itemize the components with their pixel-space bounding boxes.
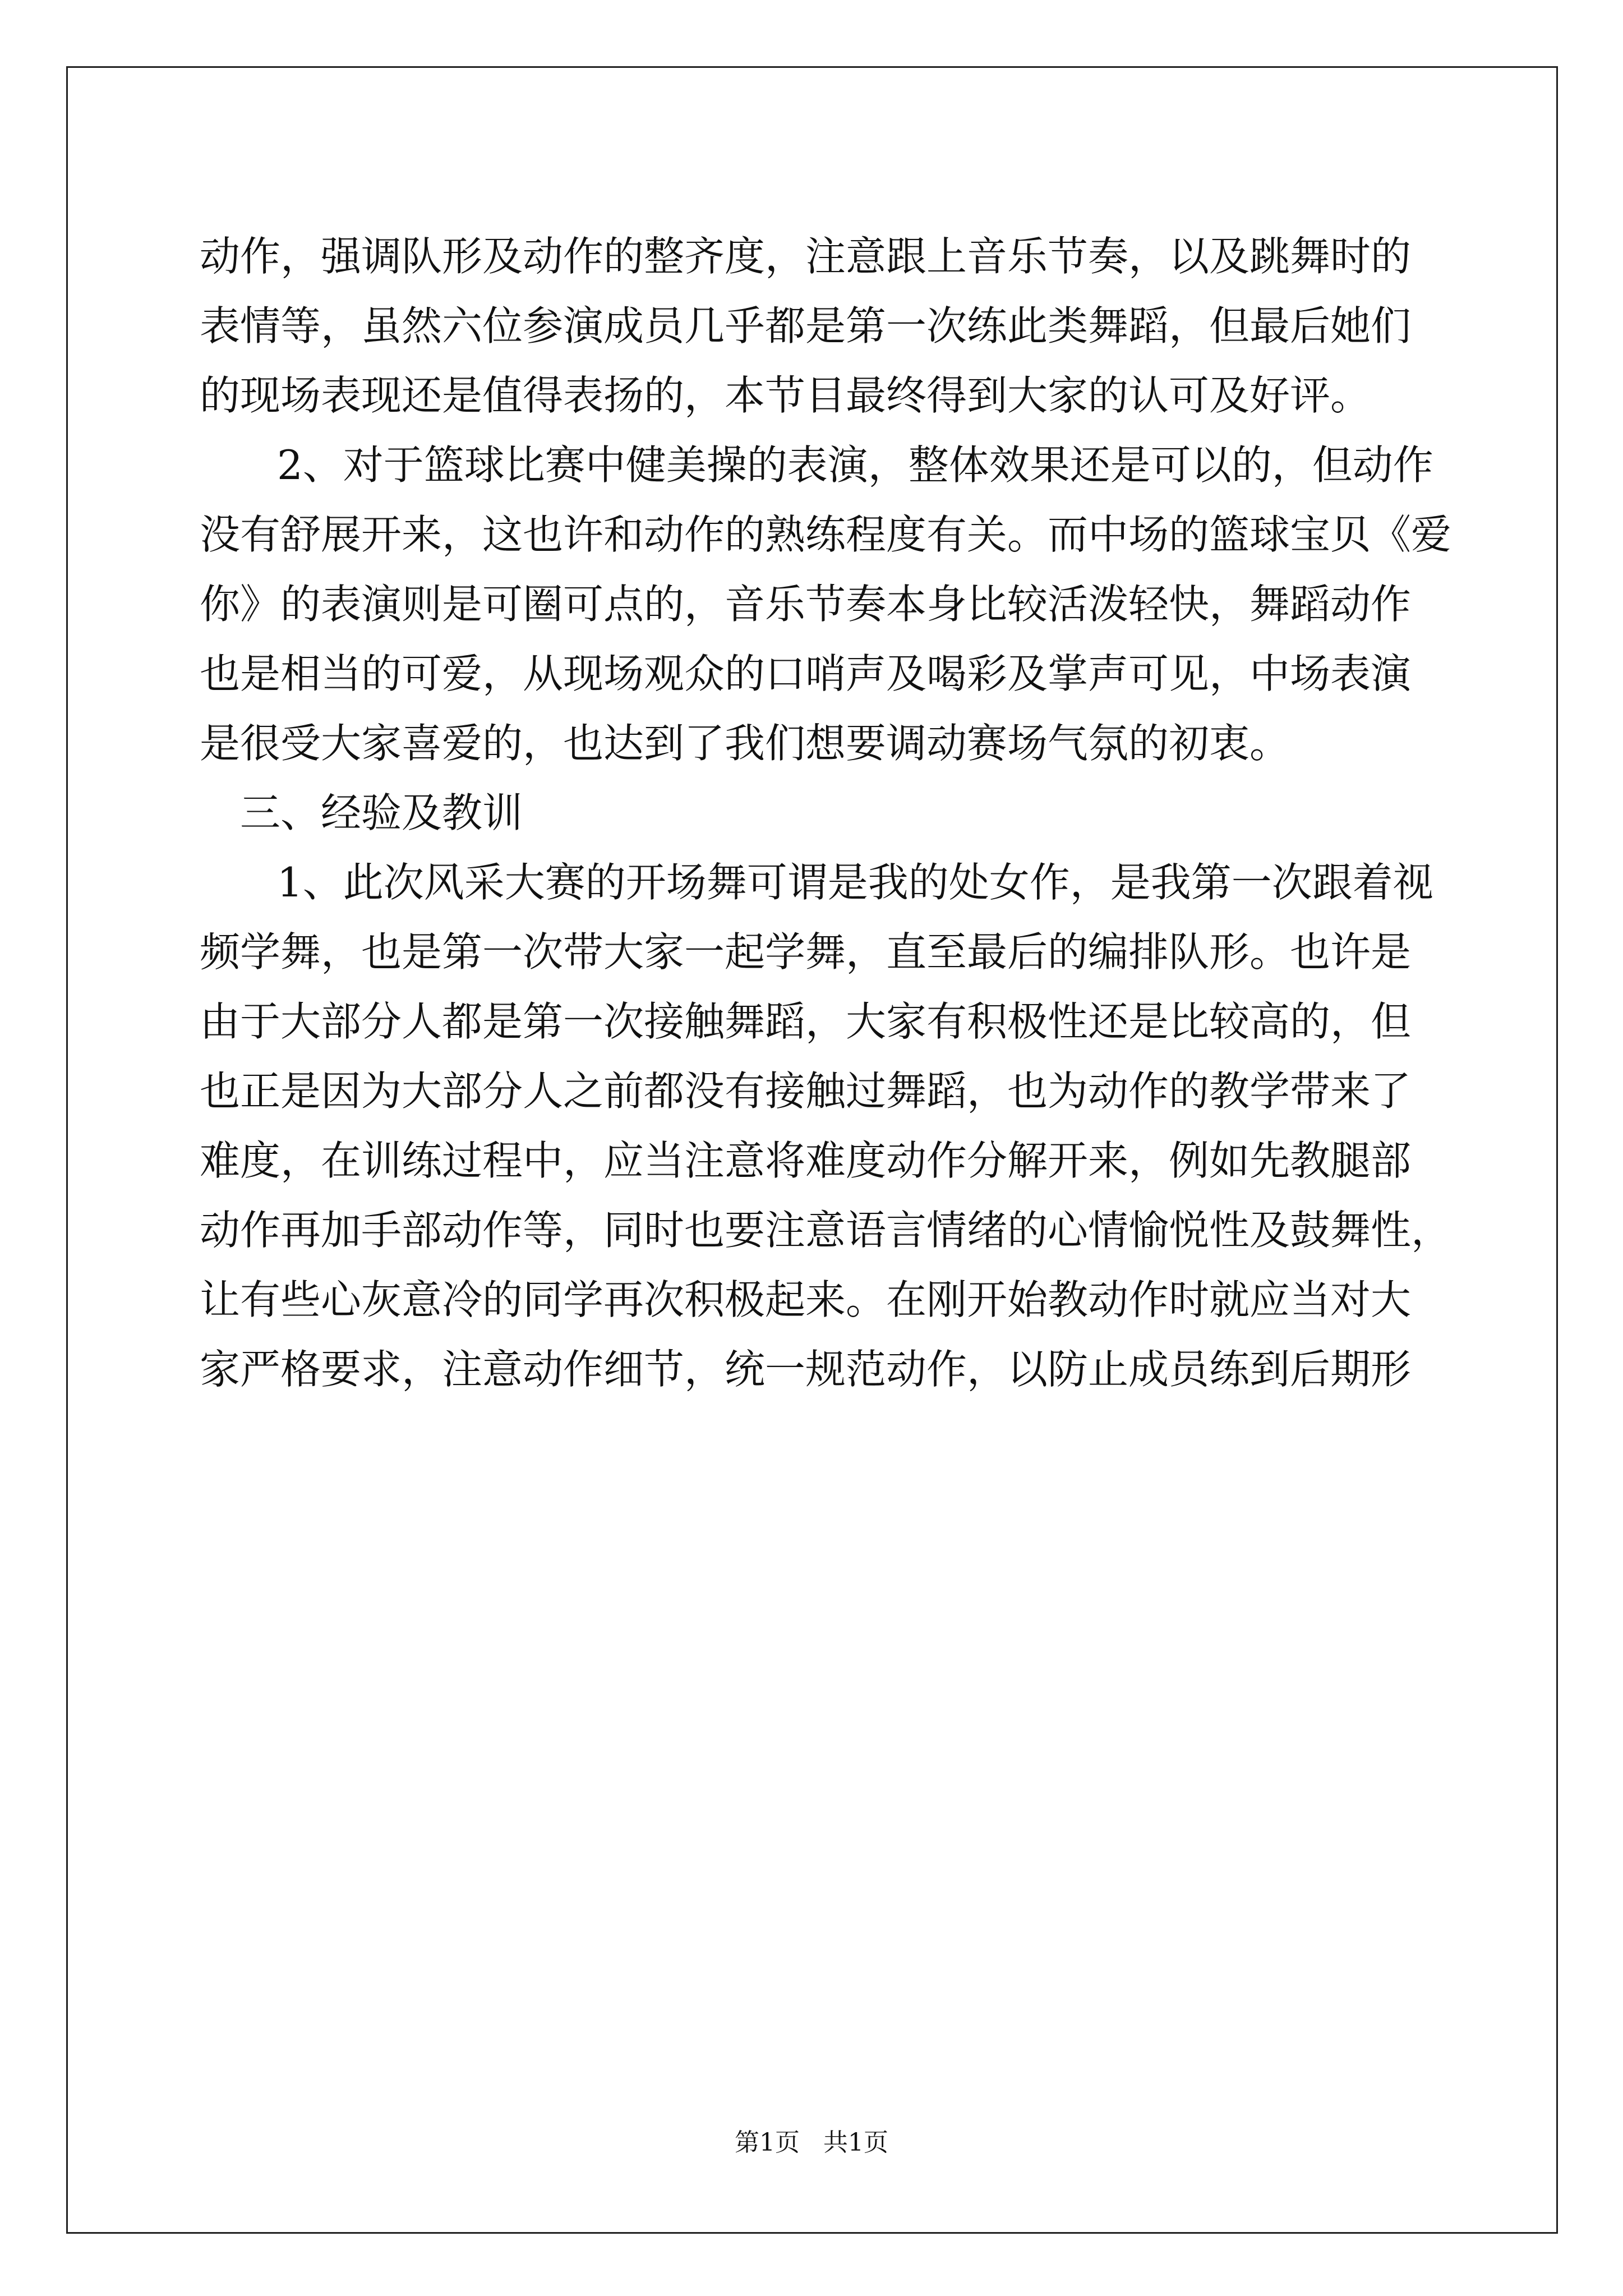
- text-line: 是很受大家喜爱的，也达到了我们想要调动赛场气氛的初衷。: [200, 720, 1290, 767]
- text-line: 难度，在训练过程中，应当注意将难度动作分解开来，例如先教腿部: [200, 1137, 1412, 1184]
- text-line: 表情等，虽然六位参演成员几乎都是第一次练此类舞蹈，但最后她们: [200, 302, 1412, 349]
- paragraph-first-line: 2、对于篮球比赛中健美操的表演，整体效果还是可以的，但动作: [277, 441, 1433, 489]
- text-line: 的现场表现还是值得表扬的，本节目最终得到大家的认可及好评。: [200, 372, 1371, 419]
- text-line: 你》的表演则是可圈可点的，音乐节奏本身比较活泼轻快，舞蹈动作: [200, 581, 1412, 628]
- page-footer: 第1页 共1页: [735, 2128, 888, 2157]
- text-line: 也正是因为大部分人之前都没有接触过舞蹈，也为动作的教学带来了: [200, 1068, 1412, 1115]
- section-heading: 三、经验及教训: [240, 789, 523, 836]
- text-line: 家严格要求，注意动作细节，统一规范动作，以防止成员练到后期形: [200, 1346, 1412, 1393]
- text-line: 动作再加手部动作等，同时也要注意语言情绪的心情愉悦性及鼓舞性，: [200, 1207, 1452, 1254]
- text-line: 动作，强调队形及动作的整齐度，注意跟上音乐节奏，以及跳舞时的: [200, 233, 1412, 280]
- text-line: 也是相当的可爱，从现场观众的口哨声及喝彩及掌声可见，中场表演: [200, 650, 1412, 697]
- text-line: 让有些心灰意冷的同学再次积极起来。在刚开始教动作时就应当对大: [200, 1276, 1412, 1323]
- text-line: 没有舒展开来，这也许和动作的熟练程度有关。而中场的篮球宝贝《爱: [200, 511, 1452, 558]
- text-line: 频学舞，也是第一次带大家一起学舞，直至最后的编排队形。也许是: [200, 928, 1412, 976]
- text-line: 由于大部分人都是第一次接触舞蹈，大家有积极性还是比较高的，但: [200, 998, 1412, 1045]
- paragraph-first-line: 1、此次风采大赛的开场舞可谓是我的处女作，是我第一次跟着视: [277, 859, 1433, 906]
